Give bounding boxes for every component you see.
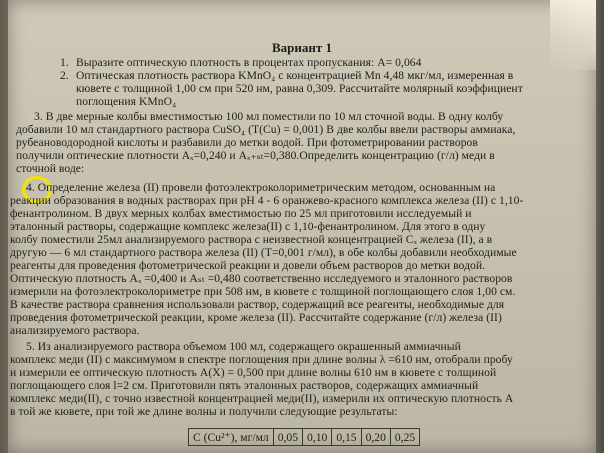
para-3-line: рубеановодородной кислоты и разбавили до метки водой. При фотометрировании растворов — [16, 136, 478, 149]
item-2-line: кювете с толщиной 1,00 см при 520 нм, равна 0,309. Рассчитайте молярный коэффициент — [76, 82, 523, 95]
item-2-line: поглощения KMnO₄ — [76, 95, 177, 108]
para-4-line: 4. Определение железа (II) провели фотоэлектроколориметрическим методом, основанным на — [26, 181, 496, 194]
para-3-line: получили оптические плотности Аₓ=0,240 и Аₓ₊ₛₜ=0,380.Определить концентрацию (г/л) меди в — [16, 149, 495, 162]
table-row — [189, 429, 420, 446]
para-4-line: другую — 6 мл стандартного раствора железа (II) (Т=0,001 г/мл), в обе колбы добавили необходимые — [10, 246, 517, 259]
para-4-line: В качестве раствора сравнения использовали раствор, содержащий все реагенты, необходимые для — [10, 298, 505, 311]
item-1-number: 1. — [60, 56, 69, 69]
para-5-line: и измерили ее оптическую плотность А(Х) = 0,500 при длине волны 610 нм в кювете с толщиной — [10, 366, 497, 379]
table-cell: 0,10 — [303, 429, 332, 446]
item-2-number: 2. — [60, 69, 69, 82]
para-5-line: 5. Из анализируемого раствора объемом 100 мл, содержащего окрашенный аммиачный — [26, 340, 461, 353]
table-header-cell: C (Cu²⁺), мг/мл — [189, 429, 274, 446]
item-2-line: Оптическая плотность раствора KMnO₄ с концентрацией Mn 4,48 мкг/мл, измеренная в — [76, 69, 514, 82]
para-3-line: добавили 10 мл стандартного раствора CuSO₄ (Т(Cu) = 0,001) В две колбы ввели растворы аммиака, — [16, 123, 516, 136]
paper-corner-glare — [550, 0, 596, 70]
table-cell: 0,05 — [273, 429, 302, 446]
para-4-line: колбу поместили 25мл анализируемого раствора с неизвестной концентрацией Сₓ железа (II), а в — [10, 233, 493, 246]
para-4-line: реакции образования в водных растворах при рН 4 - 6 оранжево-красного комплекса железа (II) с 1,10- — [10, 194, 524, 207]
para-5-line: комплекс меди (II) с максимумом в спектре поглощения при длине волны λ =610 нм, отобрали пробу — [10, 353, 513, 366]
variant-title: Вариант 1 — [271, 40, 333, 55]
table-cell: 0,25 — [390, 429, 419, 446]
para-3-line: 3. В две мерные колбы вместимостью 100 мл поместили по 10 мл сточной воды. В одну колбу — [34, 110, 504, 123]
paper-sheet — [8, 0, 596, 453]
para-4-line: Оптическую плотность Аₓ =0,400 и Аₛₜ =0,480 соответственно исследуемого и эталонного растворов — [10, 272, 513, 285]
para-4-line: измерили на фотоэлектроколориметре при 508 нм, в кювете с толщиной поглощающего слоя 1,00 см. — [10, 285, 516, 298]
concentration-table — [188, 428, 420, 446]
para-4-line: фенантролином. В двух мерных колбах вместимостью по 25 мл приготовили исследуемый и — [10, 207, 472, 220]
para-4-line: анализируемого раствора. — [10, 324, 140, 337]
para-3-line: сточной воде: — [16, 162, 85, 175]
para-5-line: поглощающего слоя l=2 см. Приготовили пять эталонных растворов, содержащих аммиачный — [10, 379, 479, 392]
table-cell: 0,20 — [361, 429, 390, 446]
para-5-line: комплекс меди(II), с точно известной концентрацией меди(II), измерили их оптическую плотность А — [10, 392, 514, 405]
para-4-line: эталонный растворы, содержащие комплекс железа(II) с 1,10-фенантролином. Для этого в одну — [10, 220, 486, 233]
item-1-text: Выразите оптическую плотность в процентах пропускания: А= 0,064 — [76, 56, 422, 69]
table-cell: 0,15 — [332, 429, 361, 446]
para-5-line: в той же кювете, при той же длине волны и получили следующие результаты: — [10, 405, 398, 418]
para-4-line: проведения фотометрической реакции, кроме железа (II). Рассчитайте содержание (г/л) железа (II) — [10, 311, 502, 324]
para-4-line: реагенты для проведения фотометрической реакции и довели объем растворов до метки водой. — [10, 259, 486, 272]
